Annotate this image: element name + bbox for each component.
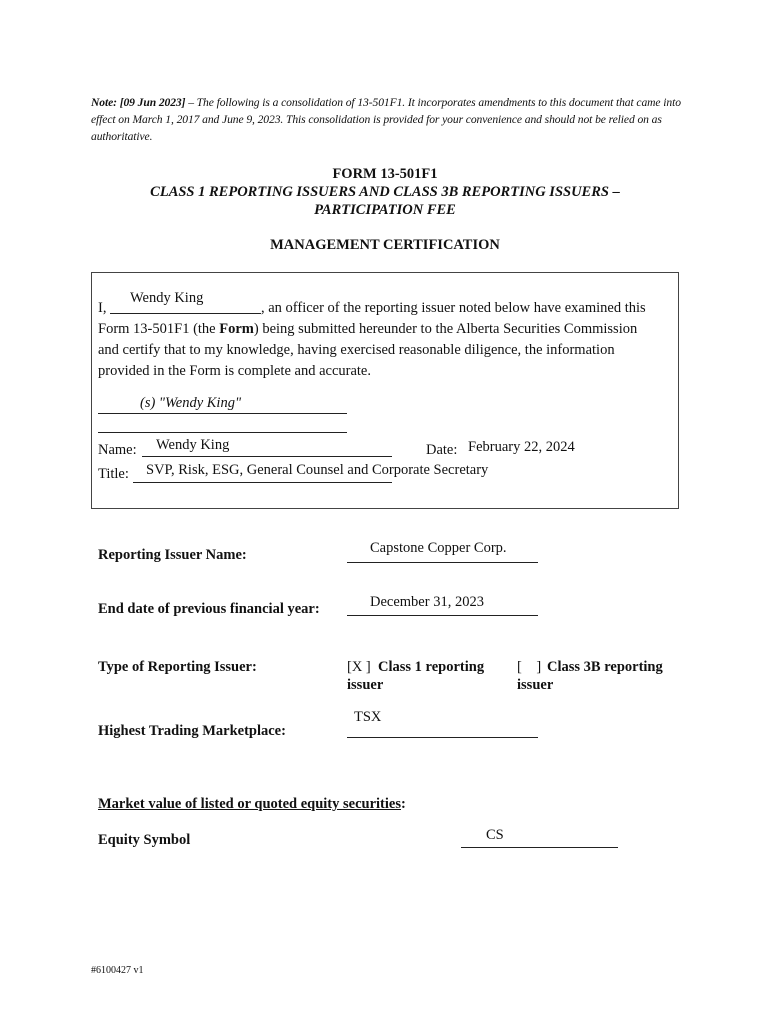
class1-label-b: issuer — [347, 677, 384, 693]
class1-label-a: Class 1 reporting — [378, 659, 485, 675]
name-line — [142, 455, 392, 457]
form-title-line1: CLASS 1 REPORTING ISSUERS AND CLASS 3B REPORTING ISSUERS – — [150, 184, 620, 200]
issuer-name-label: Reporting Issuer Name: — [98, 547, 247, 563]
cert-line2-a: Form 13-501F1 (the — [98, 321, 220, 337]
symbol-label: Equity Symbol — [98, 832, 191, 848]
cert-line1-text: , an officer of the reporting issuer noted below have examined this — [261, 300, 646, 316]
type-label: Type of Reporting Issuer: — [98, 659, 257, 675]
officer-name-line — [110, 312, 261, 314]
title-field[interactable]: SVP, Risk, ESG, General Counsel and Corporate Secretary — [146, 462, 489, 478]
issuer-name-field[interactable]: Capstone Copper Corp. — [370, 540, 507, 556]
class3b-label-b: issuer — [517, 677, 554, 693]
date-label: Date: — [426, 442, 458, 458]
class3b-checkbox[interactable]: [ ] — [517, 659, 542, 675]
name-label: Name: — [98, 442, 137, 458]
cert-line3: and certify that to my knowledge, having exercised reasonable diligence, the information — [98, 342, 615, 358]
cert-line2-b: ) being submitted hereunder to the Alberta Securities Commission — [253, 321, 638, 337]
title-line — [133, 481, 392, 483]
market-label: Highest Trading Marketplace: — [98, 723, 286, 739]
signature-line — [98, 412, 347, 414]
i-label: I, — [98, 300, 107, 316]
signature-line-2 — [98, 431, 347, 433]
officer-name-field[interactable]: Wendy King — [130, 290, 204, 306]
title-label: Title: — [98, 466, 129, 482]
symbol-field[interactable]: CS — [486, 827, 504, 843]
market-field[interactable]: TSX — [354, 709, 382, 725]
note-prefix: Note: [09 Jun 2023] — [91, 96, 186, 109]
market-value-heading-colon: : — [401, 796, 406, 812]
date-field[interactable]: February 22, 2024 — [468, 439, 575, 455]
fye-line — [347, 614, 538, 616]
issuer-name-line — [347, 561, 538, 563]
market-line — [347, 736, 538, 738]
fye-label: End date of previous financial year: — [98, 601, 320, 617]
form-title-line2: PARTICIPATION FEE — [314, 202, 456, 218]
market-value-heading — [98, 796, 406, 813]
class1-checkbox[interactable]: [X ] — [347, 659, 371, 675]
cert-line4: provided in the Form is complete and accurate. — [98, 363, 371, 379]
section-heading: MANAGEMENT CERTIFICATION — [270, 237, 500, 253]
cert-line2 — [98, 319, 637, 340]
name-field[interactable]: Wendy King — [156, 437, 230, 453]
signature-field[interactable]: (s) "Wendy King" — [140, 395, 242, 411]
symbol-line — [461, 846, 618, 848]
cert-line2-bold: Form — [219, 321, 254, 337]
market-value-heading-text: Market value of listed or quoted equity securities — [98, 796, 401, 812]
note-text: – The following is a consolidation of 13-501F1. It incorporates amendments to this document that came into effect on March 1, 2017 and June 9, 2023. This consolidation is provided for your convenience and should not be relied on as authoritative. — [91, 96, 681, 143]
class3b-label-a: Class 3B reporting — [547, 659, 663, 675]
fye-field[interactable]: December 31, 2023 — [370, 594, 484, 610]
document-id: #6100427 v1 — [91, 965, 144, 976]
form-number: FORM 13-501F1 — [332, 166, 438, 182]
consolidation-note — [91, 94, 681, 145]
